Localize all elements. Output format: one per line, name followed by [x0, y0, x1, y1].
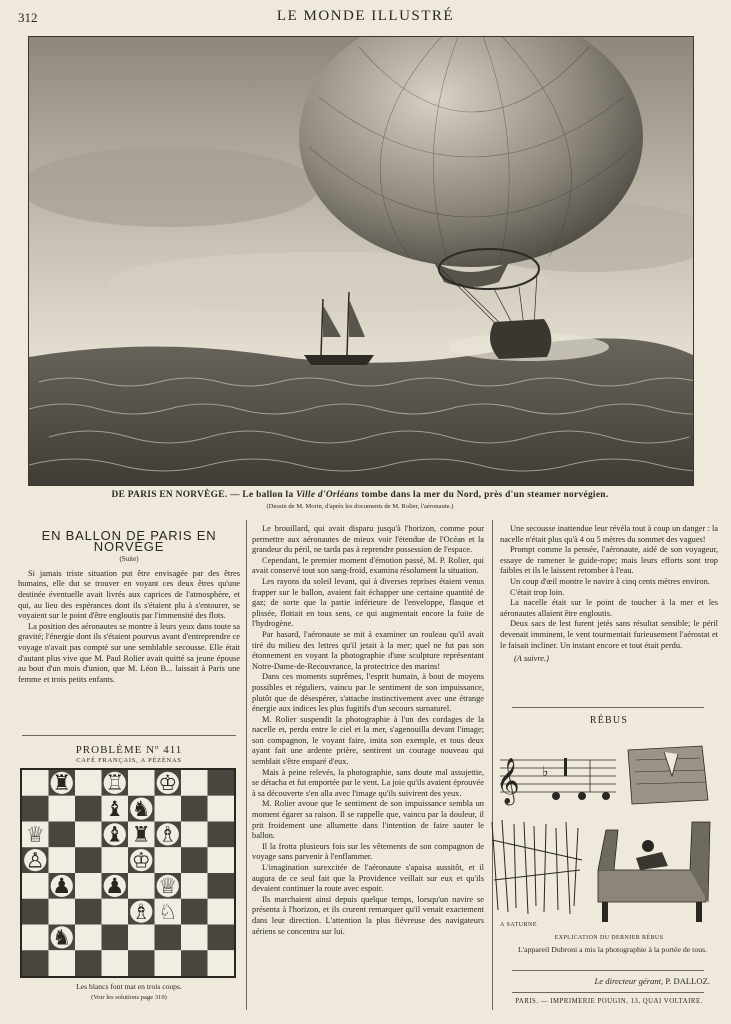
- paragraph: Les rayons du soleil levant, qui à diverses reprises étaient venus frapper sur le ballon, avaient fait échapper une certaine quantité de gaz; de sorte que la partie inférieure de l'enveloppe, flasque et plissée, flottait en tous sens, ce qui augmentait encore la fuite de l'hydrogène.: [252, 576, 484, 629]
- paragraph: M. Rolier avoue que le sentiment de son impuissance sembla un moment égarer sa raison. Il se rappelle que, vaincu par la douleur, il prit froidement une allumette dans l'intention de faire sauter le ballon.: [252, 799, 484, 841]
- chess-square: [22, 873, 49, 899]
- chess-piece-icon: ♔: [131, 847, 151, 873]
- rebus-title: RÉBUS: [589, 715, 629, 726]
- chess-square: [49, 796, 76, 822]
- chess-square: [208, 822, 235, 848]
- chess-piece-icon: ♕: [25, 821, 45, 847]
- chess-piece-icon: ♞: [131, 795, 151, 821]
- chess-square: [128, 925, 155, 951]
- paragraph: La nacelle était sur le point de toucher à la mer et les aéronautes allaient être engloutis.: [500, 598, 718, 618]
- bed-drawing: [598, 822, 710, 922]
- chess-square: [75, 950, 102, 976]
- chess-square: [181, 847, 208, 873]
- chess-square: [75, 899, 102, 925]
- chess-square: [75, 873, 102, 899]
- balloon-sea-engraving: [29, 37, 693, 485]
- article-subtitle: (Suite): [119, 555, 139, 564]
- chess-square: [155, 847, 182, 873]
- paragraph: Le brouillard, qui avait disparu jusqu'à l'horizon, comme pour permettre aux aéronautes de mieux voir l'étendue de l'Océan et la grandeur du péril, ne tarda pas à reprendre possession de l'espace.: [252, 524, 484, 555]
- tubes-drawing: [492, 820, 582, 914]
- rebus-drawing: [486, 730, 718, 938]
- chess-square: [102, 925, 129, 951]
- chess-square: [75, 925, 102, 951]
- caption-tail: tombe dans la mer du Nord, près d'un steamer norvégien.: [358, 490, 609, 500]
- chess-square: [181, 873, 208, 899]
- chess-piece-icon: ♝: [105, 795, 125, 821]
- chess-piece-icon: ♝: [105, 821, 125, 847]
- chess-square: [49, 822, 76, 848]
- chess-piece-icon: ♔: [158, 770, 178, 796]
- chess-square: [75, 770, 102, 796]
- chess-square: [181, 899, 208, 925]
- paragraph: Ils marchaient ainsi depuis quelque temps, lorsqu'un navire se présenta à l'horizon, et ils crurent remarquer qu'il venait exactement dans leur direction. L'attention la plus fiévreuse des navigateurs aériens se concentra sur lui.: [252, 894, 484, 936]
- bar-letter-i: [564, 758, 567, 776]
- illustration-caption: [28, 490, 692, 500]
- chess-square: [128, 950, 155, 976]
- masthead: LE MONDE ILLUSTRÉ: [276, 8, 455, 24]
- chess-problem-location: CAFÉ FRANÇAIS, A PÉZÉNAS: [76, 757, 182, 764]
- chess-square: [208, 899, 235, 925]
- cloud: [29, 147, 319, 227]
- chess-piece-icon: ♜: [52, 770, 72, 796]
- chess-square: [49, 847, 76, 873]
- chess-square: [22, 770, 49, 796]
- chess-piece-icon: ♖: [105, 770, 125, 796]
- chess-caption: Les blancs font mat en trois coups.: [76, 982, 182, 991]
- rebus-illustration: [486, 730, 718, 938]
- printer-imprint: PARIS. — IMPRIMERIE POUGIN, 13, QUAI VOLTAIRE.: [515, 998, 703, 1005]
- caption-balloon-name: Ville d'Orléans: [296, 490, 359, 500]
- chess-piece-icon: ♙: [25, 847, 45, 873]
- flat-icon: ♭: [542, 764, 549, 780]
- signature-name: P. DALLOZ.: [665, 976, 710, 986]
- chessboard: [20, 768, 236, 978]
- paragraph: Mais à peine relevés, la photographie, sans doute mal assujettie, se détacha et fut emportée par le vent. La joie qu'ils avaient éprouvée à sa découverte s'en alla avec l'image qu'ils suivirent des yeux.: [252, 767, 484, 798]
- article-column-2: [252, 524, 484, 937]
- paragraph: Deux sacs de lest furent jetés sans résultat sensible; le péril devenait imminent, le vent tourmentait furieusement l'aérostat et le faisait incliner. Un instant encore et tout était perdu.: [500, 619, 718, 650]
- chess-square: [75, 822, 102, 848]
- chess-piece-icon: ♞: [52, 924, 72, 950]
- paragraph: M. Rolier suspendit la photographie à l'un des cordages de la nacelle et, perdu entre le ciel et la mer, s'agenouilla devant l'image; son compagnon, le voyant faire, imita son exemple, et tous deux ayant fait une ardente prière, sentirent un courage nouveau qui semblait s'être emparé d'eux.: [252, 714, 484, 767]
- chess-square: [49, 950, 76, 976]
- main-illustration: [28, 36, 694, 486]
- chess-square: [181, 770, 208, 796]
- paragraph: La position des aéronautes se montre à leurs yeux dans toute sa gravité; l'énergie dont ils s'étaient pourvus avant d'entreprendre ce voyage n'avait pas compté sur une semblable secousse. Elle était d'autant plus vive que M. Paul Rolier avait quitté sa jeune épouse au bout d'un mois d'union, que M. Léon B... laissait à Paris une femme et trois petits enfants.: [18, 621, 240, 684]
- chess-square: [102, 847, 129, 873]
- chess-square: [22, 925, 49, 951]
- page-number: 312: [18, 10, 38, 25]
- rebus-explanation-heading: EXPLICATION DU DERNIER RÉBUS: [554, 935, 664, 941]
- chess-square: [75, 847, 102, 873]
- chess-square: [208, 950, 235, 976]
- signature-label: Le directeur gérant,: [594, 976, 664, 986]
- chess-square: [155, 925, 182, 951]
- chess-square: [208, 873, 235, 899]
- caption-lead: DE PARIS EN NORVÈGE. — Le ballon la: [111, 490, 297, 500]
- paragraph: L'imagination surexcitée de l'aéronaute s'apaisa aussitôt, et il augura de ce seul fait que la Providence veillait sur eux et qu'ils devaient continuer la route avec espoir.: [252, 863, 484, 894]
- chess-piece-icon: ♘: [158, 898, 178, 924]
- paragraph: Un coup d'œil montre le navire à cinq cents mètres environ.: [510, 576, 710, 586]
- paragraph: C'était trop loin.: [510, 587, 565, 597]
- chess-piece-icon: ♟: [105, 873, 125, 899]
- chess-square: [181, 822, 208, 848]
- chess-piece-icon: ♟: [52, 873, 72, 899]
- paragraph: Cependant, le premier moment d'émotion passé, M. P. Rolier, qui avait conservé tout son sang-froid, examina résolument la situation.: [252, 555, 484, 576]
- chess-square: [102, 899, 129, 925]
- chess-square: [128, 770, 155, 796]
- section-rule: [22, 735, 236, 736]
- chess-square: [208, 796, 235, 822]
- section-rule: [512, 970, 704, 971]
- signature: [500, 976, 710, 986]
- chess-square: [22, 899, 49, 925]
- paragraph: Si jamais triste situation put être envisagée par des êtres humains, elle dut se trouver en voyant ces deux êtres qu'une destinée éventuelle avait livrés aux caprices de l'atmosphère, et qui, au lieu des espérances dont ils s'étaient plu à s'entourer, se voyaient sur le point d'être engloutis par l'immensité des flots.: [18, 568, 240, 621]
- chess-square: [75, 796, 102, 822]
- paragraph: Par hasard, l'aéronaute se mit à examiner un rouleau qu'il avait tiré du milieu des lettres qu'il jetait à la mer; quel ne fut pas son étonnement en voyant la photographie d'une sculpture représentant Notre-Dame-de-Recouvrance, la protectrice des marins!: [252, 629, 484, 671]
- chess-square: [49, 899, 76, 925]
- column-rule: [246, 520, 247, 1010]
- chessboard-grid: [22, 770, 234, 976]
- note-icon: [578, 792, 586, 800]
- note-icon: [552, 792, 560, 800]
- chess-square: [208, 770, 235, 796]
- chess-problem-title: PROBLÈME Nº 411: [75, 744, 183, 756]
- chess-square: [208, 847, 235, 873]
- chess-square: [181, 950, 208, 976]
- paragraph: Prompt comme la pensée, l'aéronaute, aidé de son voyageur, essaye de ramener le guide-rope; mais leurs efforts sont trop faibles et ils le laissent retomber à l'eau.: [500, 545, 718, 576]
- chess-piece-icon: ♕: [158, 873, 178, 899]
- chess-piece-icon: ♗: [131, 898, 151, 924]
- section-rule: [512, 992, 704, 993]
- article-column-1: [18, 528, 240, 685]
- chess-square: [155, 796, 182, 822]
- treble-clef-icon: 𝄞: [496, 758, 520, 804]
- note-icon: [602, 792, 610, 800]
- chess-square: [155, 950, 182, 976]
- paragraph: Il la frotta plusieurs fois sur les vêtements de son compagnon de voyage sans parvenir à l'enflammer.: [252, 841, 484, 862]
- chess-square: [208, 925, 235, 951]
- chess-square: [22, 796, 49, 822]
- chess-square: [128, 873, 155, 899]
- chess-piece-icon: ♜: [131, 821, 151, 847]
- illustration-credit: (Dessin de M. Morin, d'après les documents de M. Rolier, l'aéronaute.): [266, 503, 454, 510]
- chess-square: [102, 950, 129, 976]
- rebus-ship-label: A SATURNE: [500, 922, 538, 928]
- section-rule: [512, 707, 704, 708]
- continuation-note: (A suivre.): [514, 654, 549, 664]
- chess-square: [181, 796, 208, 822]
- paragraph: Dans ces moments suprêmes, l'esprit humain, à bout de moyens possibles et réguliers, vaincu par le sentiment de son impuissance, plutôt que de désespérer, s'attache instinctivement avec une étrange énergie aux indices les plus fugitifs d'un secours surnaturel.: [252, 672, 484, 714]
- article-column-3: [500, 524, 718, 665]
- article-title: EN BALLON DE PARIS EN NORVÈGE: [41, 528, 217, 554]
- chess-piece-icon: ♗: [158, 821, 178, 847]
- chess-square: [181, 925, 208, 951]
- rebus-answer: L'appareil Dubroni a mis la photographie à la portée de tous.: [518, 945, 708, 954]
- paragraph: Une secousse inattendue leur révéla tout à coup un danger : la nacelle n'était plus qu'à 4 ou 5 mètres du sommet des vagues!: [500, 524, 718, 544]
- chess-solutions-reference: (Voir les solutions page 310): [91, 994, 167, 1001]
- chess-square: [22, 950, 49, 976]
- ruined-wall: [628, 746, 708, 804]
